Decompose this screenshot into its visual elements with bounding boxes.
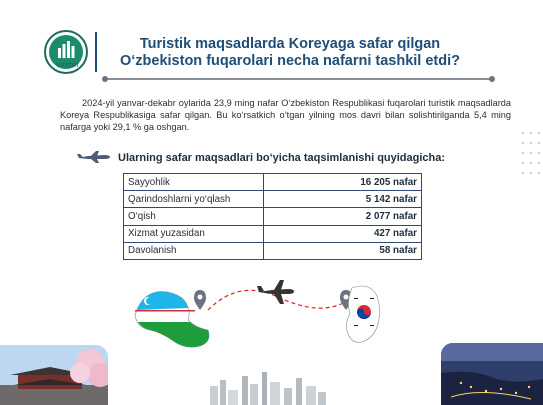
row-label: Davolanish bbox=[124, 242, 264, 259]
table-row bbox=[124, 208, 422, 225]
airplane-icon bbox=[76, 150, 112, 164]
logo-text: UZSTAT bbox=[56, 63, 80, 69]
separator-dot-left bbox=[102, 76, 108, 82]
page-title: Turistik maqsadlarda Koreyaga safar qilgan O‘zbekiston fuqarolari necha nafarni tashkil etdi? bbox=[119, 36, 460, 69]
korea-flag-icon bbox=[346, 286, 379, 342]
bar-chart-icon bbox=[57, 40, 75, 58]
separator-dot-right bbox=[489, 76, 495, 82]
table-row bbox=[124, 191, 422, 208]
decor-dots bbox=[520, 130, 542, 175]
travel-illustration bbox=[130, 268, 420, 358]
city-skyline-icon bbox=[208, 372, 330, 405]
table-row bbox=[124, 174, 422, 191]
row-value: 427 nafar bbox=[264, 225, 422, 242]
table-row bbox=[124, 242, 422, 259]
row-value: 5 142 nafar bbox=[264, 191, 422, 208]
title-separator bbox=[104, 78, 492, 80]
section-subtitle: Ularning safar maqsadlari bo‘yicha taqsimlanishi quyidagicha: bbox=[118, 152, 446, 164]
row-value: 16 205 nafar bbox=[264, 174, 422, 191]
airplane-icon bbox=[257, 280, 294, 304]
row-value: 2 077 nafar bbox=[264, 208, 422, 225]
purpose-table bbox=[123, 173, 422, 260]
header-divider bbox=[95, 32, 97, 72]
uzstat-logo-icon bbox=[44, 30, 88, 74]
row-label: O‘qish bbox=[124, 208, 264, 225]
row-label: Xizmat yuzasidan bbox=[124, 225, 264, 242]
city-night-photo bbox=[441, 343, 543, 405]
palace-photo bbox=[0, 345, 108, 405]
table-row bbox=[124, 225, 422, 242]
row-value: 58 nafar bbox=[264, 242, 422, 259]
location-pin-icon bbox=[194, 290, 206, 310]
row-label: Qarindoshlarni yo‘qlash bbox=[124, 191, 264, 208]
intro-paragraph: 2024-yil yanvar-dekabr oylarida 23,9 ming nafar O‘zbekiston Respublikasi fuqarolari turistik maqsadlarda Koreya Respublikasiga safar qilgan. Bu ko‘rsatkich o‘tgan yilning mos davri bilan solishtirilganda 5,4 ming nafarga yoki 29,1 % ga oshgan. bbox=[60, 98, 511, 132]
row-label: Sayyohlik bbox=[124, 174, 264, 191]
